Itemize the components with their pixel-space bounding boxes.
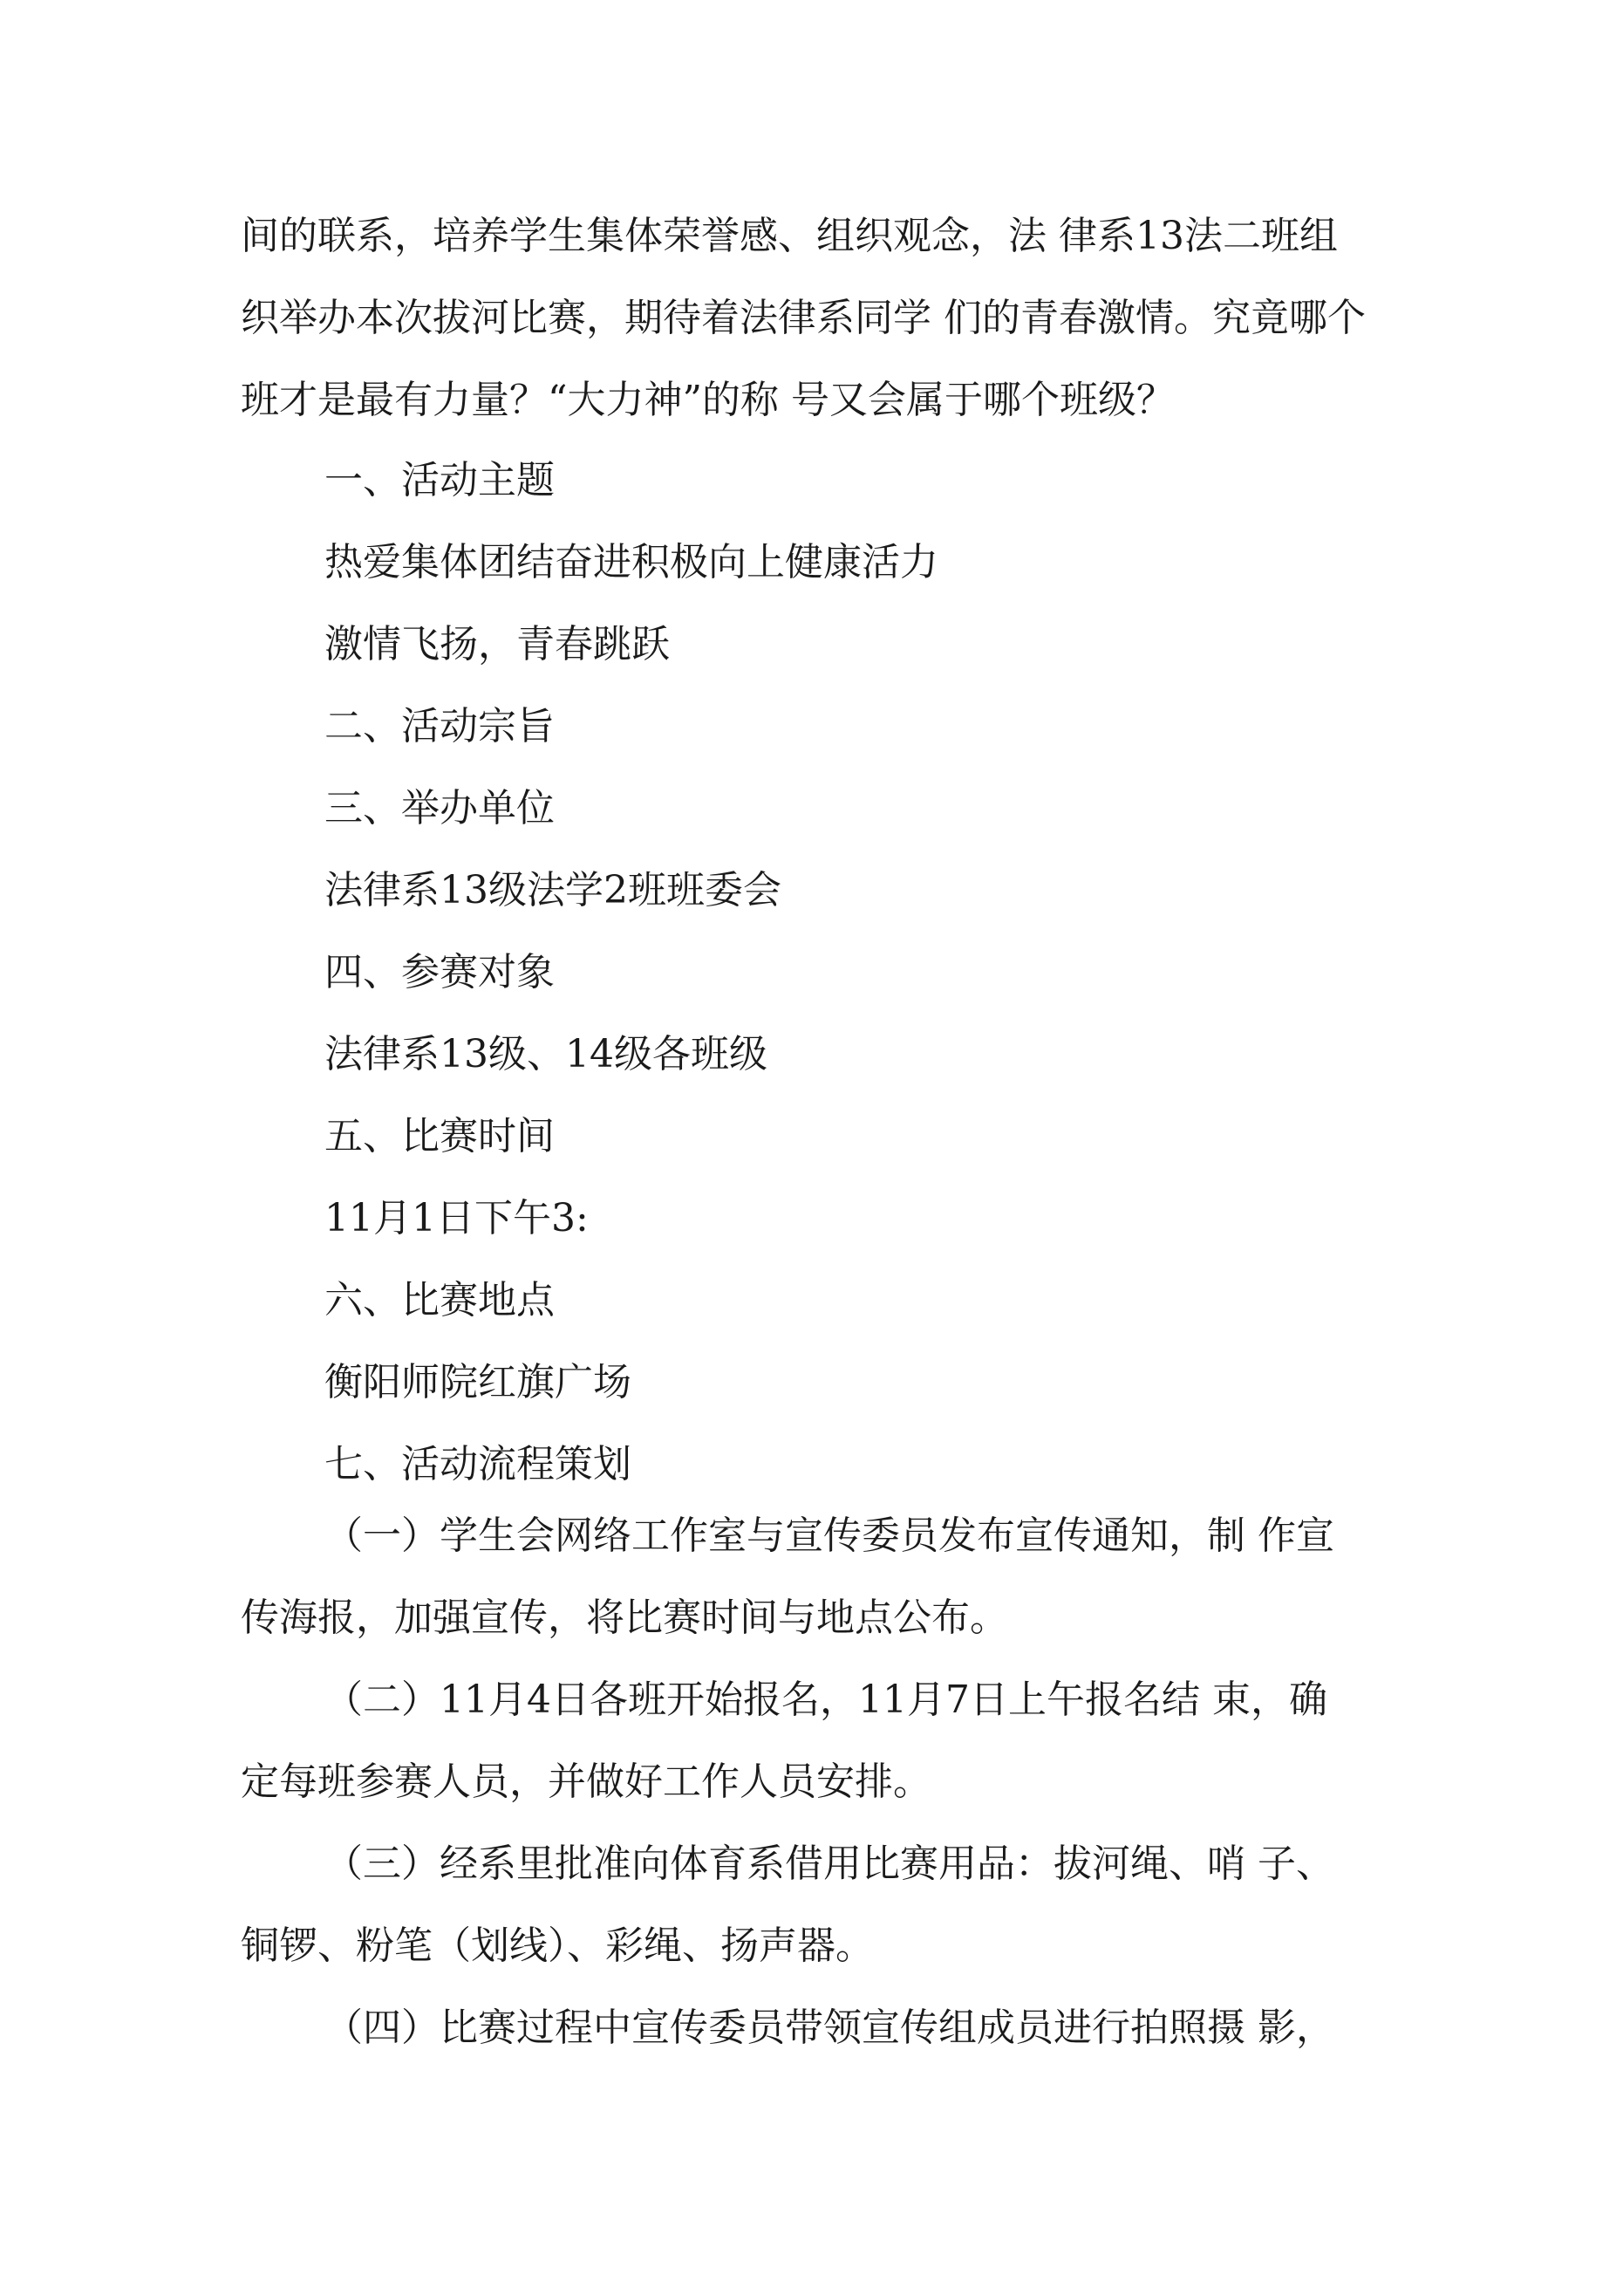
process-step-line: 定每班参赛人员，并做好工作人员安排。 (241, 1760, 931, 1804)
section-item: 衡阳师院红旗广场 (324, 1360, 631, 1404)
process-step-line: （三）经系里批准向体育系借用比赛用品：拔河绳、哨 子、 (324, 1842, 1334, 1886)
intro-paragraph (241, 195, 1401, 441)
process-list (241, 1495, 1401, 2069)
section-list (241, 440, 1401, 1506)
section-item: 热爱集体团结奋进积极向上健康活力 (324, 540, 938, 584)
intro-line: 间的联系，培养学生集体荣誉感、组织观念，法 律系13法二班组 (241, 214, 1338, 258)
intro-line: 班才是最有力量？“大力神”的称 号又会属于哪个班级？ (241, 378, 1175, 422)
process-step-line: （一）学生会网络工作室与宣传委员发布宣传通知，制 作宣 (324, 1514, 1334, 1558)
process-step-line: 铜锣、粉笔（划线）、彩绳、扬声器。 (241, 1924, 874, 1968)
process-step-line: （二）11月4日各班开始报名，11月7日上午报名结 束，确 (324, 1678, 1327, 1722)
section-heading-process: 七、活动流程策划 (324, 1442, 631, 1486)
section-heading-theme: 一、活动主题 (324, 458, 555, 502)
section-item: 法律系13级、14级各班级 (324, 1032, 767, 1076)
section-heading-time: 五、比赛时间 (324, 1114, 555, 1158)
process-step-line: （四）比赛过程中宣传委员带领宣传组成员进行拍照摄 影， (324, 2006, 1334, 2050)
section-heading-organizer: 三、举办单位 (324, 786, 555, 830)
process-step-line: 传海报，加强宣传，将比赛时间与地点公布。 (241, 1596, 1008, 1640)
section-heading-participants: 四、参赛对象 (324, 950, 555, 994)
section-item: 激情飞扬，青春跳跃 (324, 622, 670, 666)
section-heading-location: 六、比赛地点 (324, 1278, 555, 1322)
section-item: 法律系13级法学2班班委会 (324, 868, 781, 912)
section-heading-purpose: 二、活动宗旨 (324, 704, 555, 748)
section-item: 11月1日下午3: (324, 1196, 589, 1240)
intro-line: 织举办本次拔河比赛，期待着法律系同学 们的青春激情。究竟哪个 (241, 296, 1366, 340)
